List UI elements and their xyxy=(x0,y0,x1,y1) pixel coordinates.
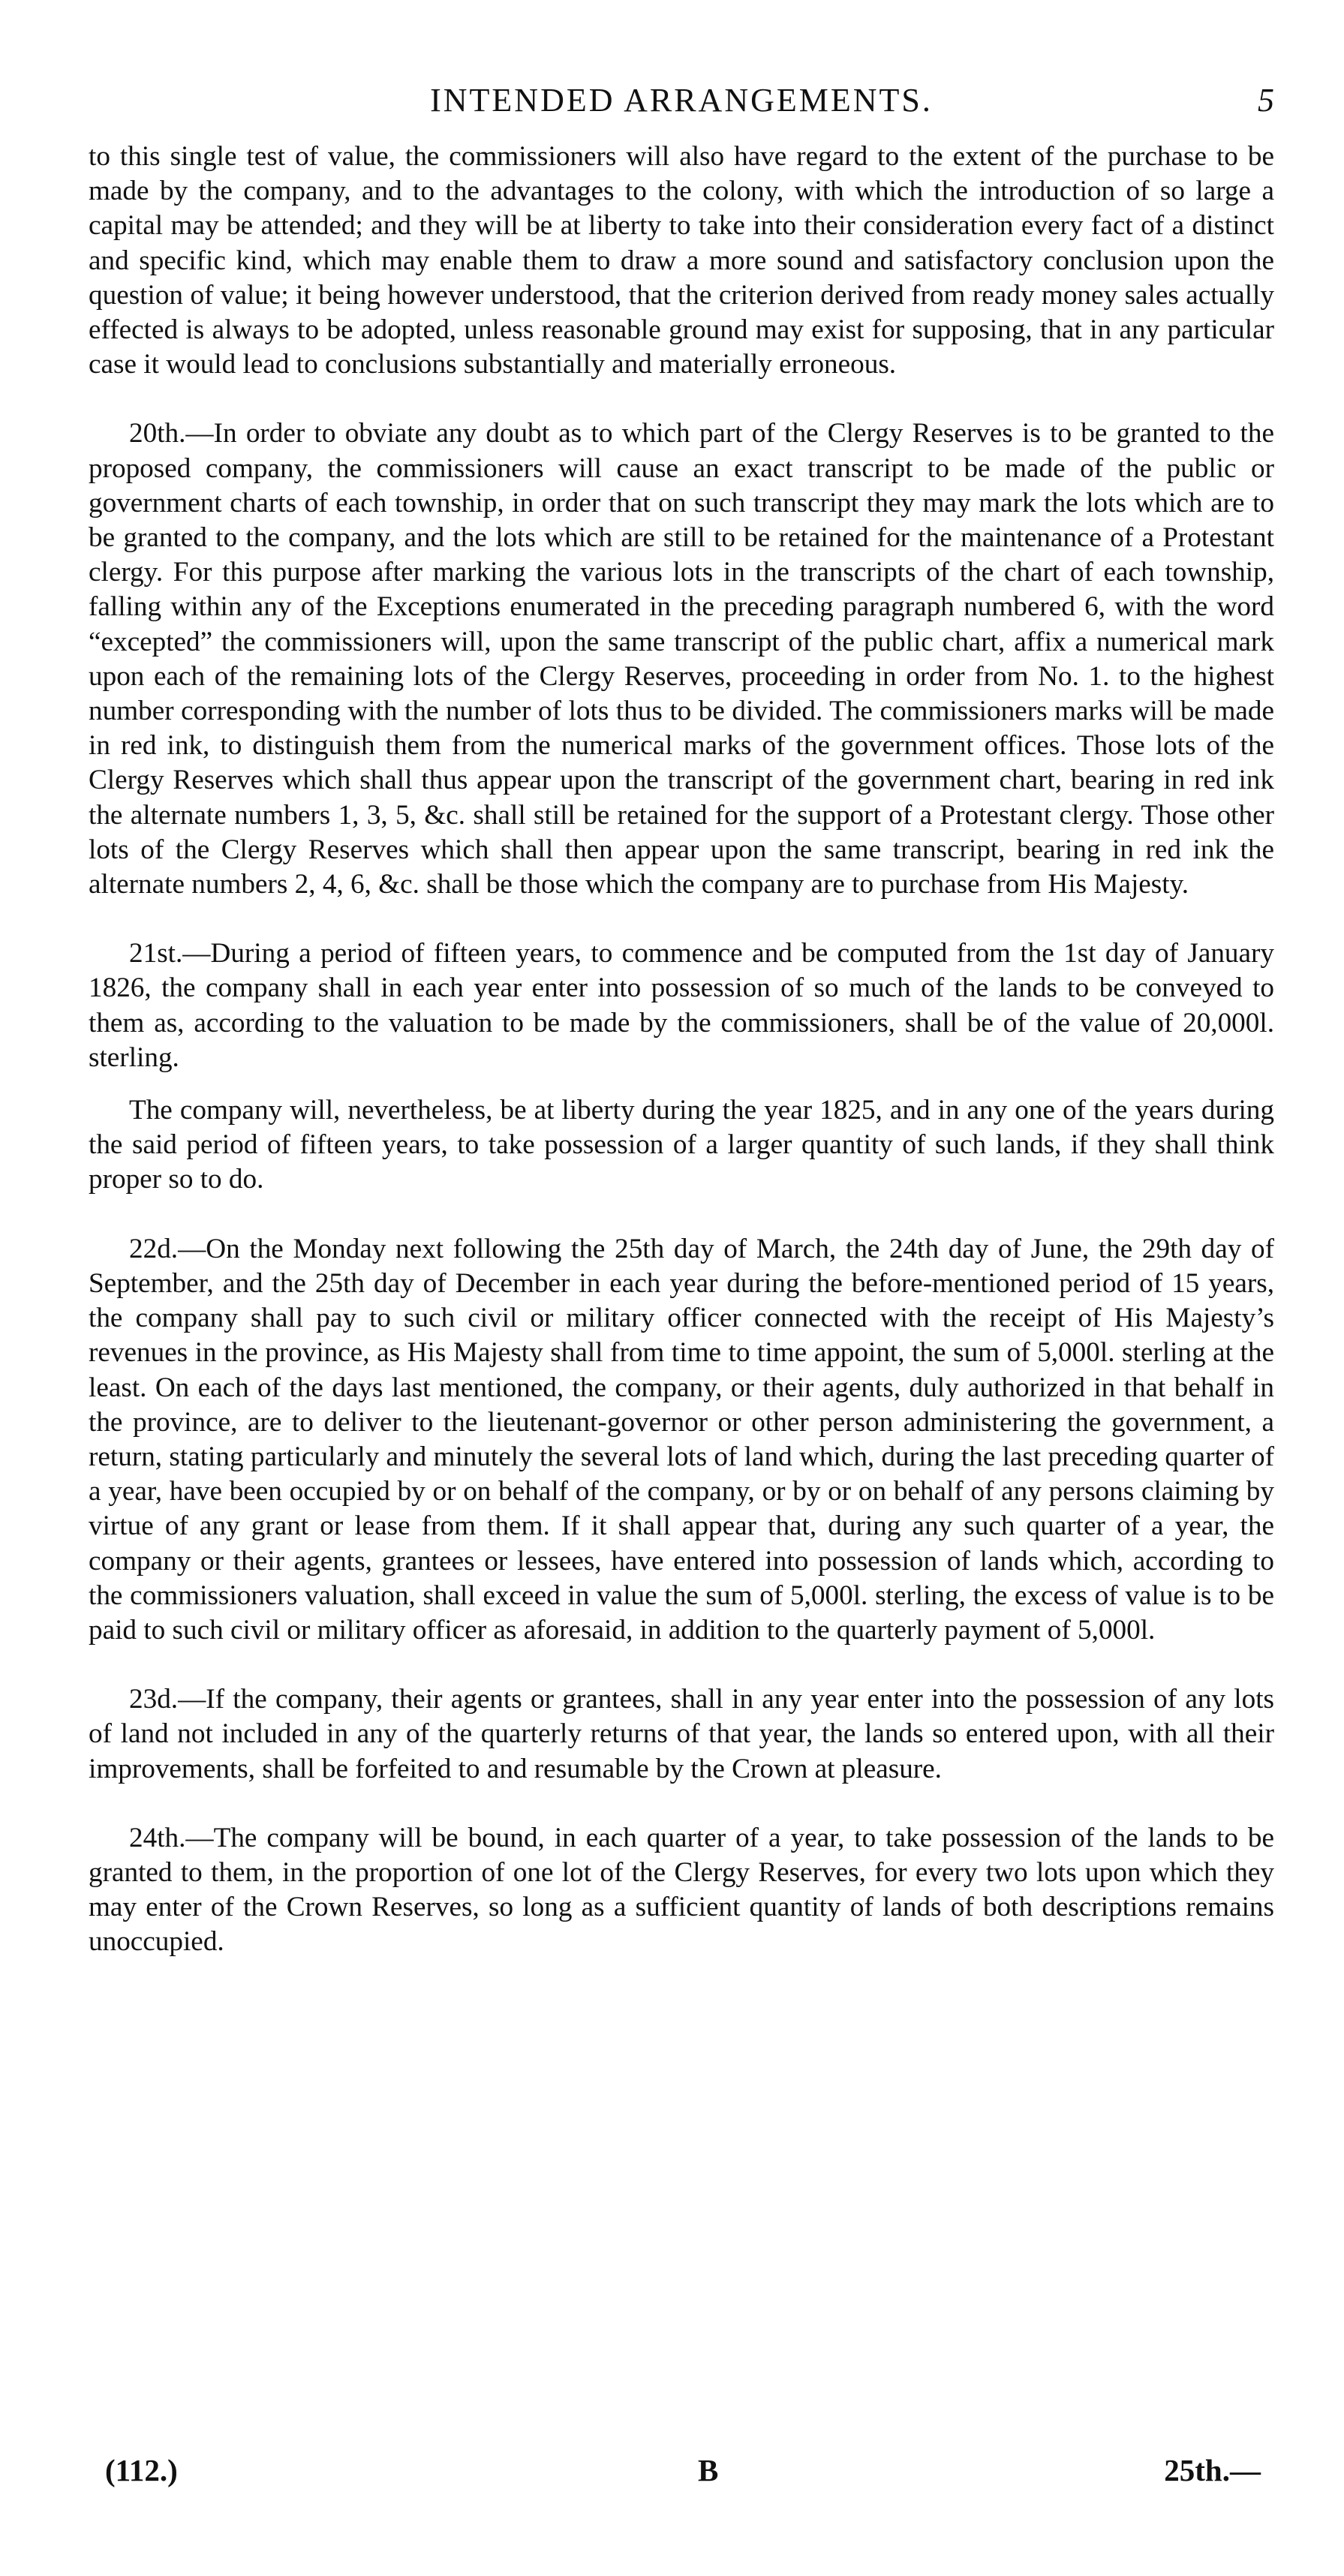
catchword: 25th.— xyxy=(1164,2453,1261,2487)
page-footer xyxy=(105,2452,1261,2494)
body-text xyxy=(89,140,1274,1960)
paragraph-24th: 24th.—The company will be bound, in each quarter of a year, to take possession of the lands to be granted to them, in the proportion of one lot of the Clergy Reserves, for every two lots upon which they may enter of the Crown Reserves, so long as a sufficient quantity of lands of both descriptions remains unoccupied. xyxy=(89,1822,1274,1958)
page-number: 5 xyxy=(1258,82,1274,119)
paragraph-20th: 20th.—In order to obviate any doubt as to which part of the Clergy Reserves is to be granted to the proposed company, the commissioners will cause an exact transcript to be made of the public or government charts of each township, in order that on such transcript they may mark the lots which are to be granted to the company, and the lots which are still to be retained for the maintenance of a Protestant clergy. For this purpose after marking the various lots in the transcripts of the chart of each township, falling within any of the Exceptions enumerated in the preceding paragraph numbered 6, with the word “excepted” the commissioners will, upon the same transcript of the public chart, affix a numerical mark upon each of the remaining lots of the Clergy Reserves, proceeding in order from No. 1. to the highest number corresponding with the number of lots thus to be divided. The commissioners marks will be made in red ink, to distinguish them from the numerical marks of the government offices. Those lots of the Clergy Reserves which shall thus appear upon the transcript of the government chart, bearing in red ink the alternate numbers 1, 3, 5, &c. shall still be retained for the support of a Protestant clergy. Those other lots of the Clergy Reserves which shall then appear upon the same transcript, bearing in red ink the alternate numbers 2, 4, 6, &c. shall be those which the company are to purchase from His Majesty. xyxy=(89,418,1274,900)
signature-number: (112.) xyxy=(105,2453,178,2487)
paragraph-23d: 23d.—If the company, their agents or grantees, shall in any year enter into the possession of any lots of land not included in any of the quarterly returns of that year, the lands so entered upon, with all their improvements, shall be forfeited to and resumable by the Crown at pleasure. xyxy=(89,1684,1274,1784)
paragraph-21st: 21st.—During a period of fifteen years, to commence and be computed from the 1st day of January 1826, the company shall in each year enter into possession of so much of the lands to be conveyed to them as, according to the valuation to be made by the commissioners, shall be of the value of 20,000l. sterling. xyxy=(89,938,1274,1073)
paragraph-21st-continued: The company will, nevertheless, be at liberty during the year 1825, and in any one of the years during the said period of fifteen years, to take possession of a larger quantity of such lands, if they shall think proper so to do. xyxy=(89,1095,1274,1195)
paragraph-continuation: to this single test of value, the commissioners will also have regard to the extent of the purchase to be made by the company, and to the advantages to the colony, with which the introduction of so large a capital may be attended; and they will be at liberty to take into their consideration every fact of a distinct and specific kind, which may enable them to draw a more sound and satisfactory conclusion upon the question of value; it being however understood, that the criterion derived from ready money sales actually effected is always to be adopted, unless reasonable ground may exist for supposing, that in any particular case it would lead to conclusions substantially and materially erroneous. xyxy=(89,141,1274,380)
signature-letter: B xyxy=(698,2453,719,2487)
running-head: INTENDED ARRANGEMENTS. xyxy=(430,82,933,119)
paragraph-22d: 22d.—On the Monday next following the 25th day of March, the 24th day of June, the 29th day of September, and the 25th day of December in each year during the before-mentioned period of 15 years, the company shall pay to such civil or military officer connected with the receipt of His Majesty’s revenues in the province, as His Majesty shall from time to time appoint, the sum of 5,000l. sterling at the least. On each of the days last mentioned, the company, or their agents, duly authorized in that behalf in the province, are to deliver to the lieutenant-governor or other person administering the government, a return, stating particularly and minutely the several lots of land which, during the last preceding quarter of a year, have been occupied by or on behalf of the company, or by or on behalf of any persons claiming by virtue of any grant or lease from them. If it shall appear that, during any such quarter of a year, the company or their agents, grantees or lessees, have entered into possession of lands which, according to the commissioners valuation, shall exceed in value the sum of 5,000l. sterling, the excess of value is to be paid to such civil or military officer as aforesaid, in addition to the quarterly payment of 5,000l. xyxy=(89,1233,1274,1646)
page-header xyxy=(89,81,1274,126)
